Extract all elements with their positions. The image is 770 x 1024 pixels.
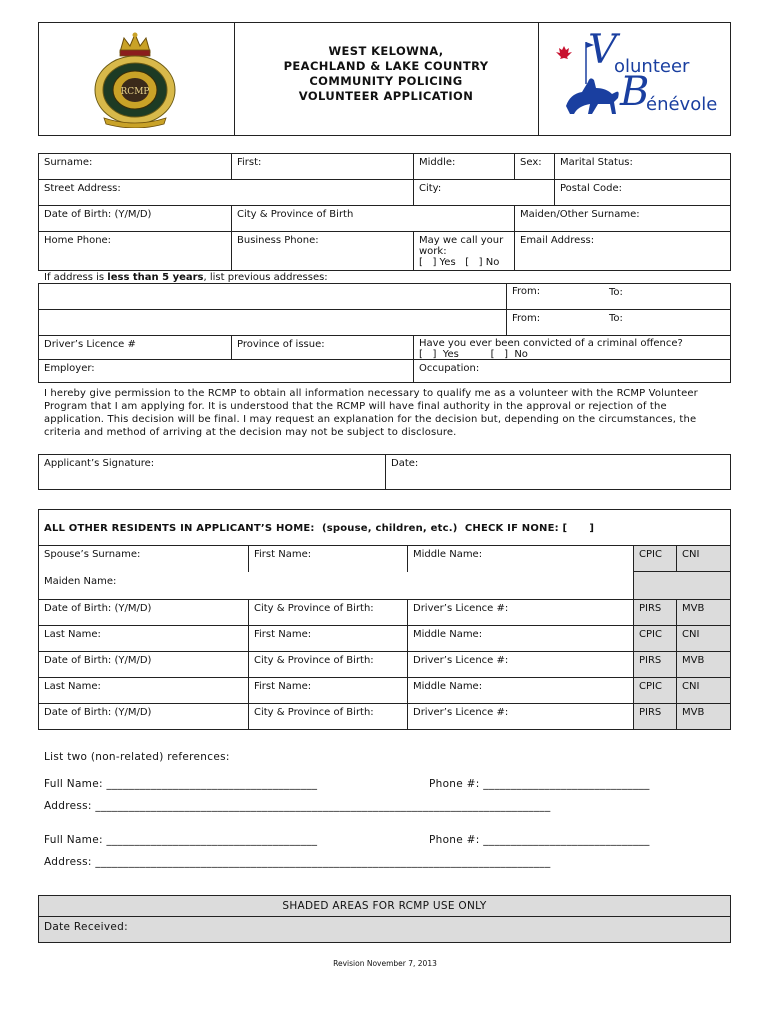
- mvb-label-2: MVB: [682, 655, 705, 666]
- res2-middle-label: Middle Name:: [413, 629, 483, 640]
- may-call-work-field[interactable]: [413, 231, 515, 271]
- title-line-1: WEST KELOWNA,: [328, 44, 444, 58]
- resident-3-middle-name-field[interactable]: [407, 677, 634, 704]
- date-received-label[interactable]: Date Received:: [44, 921, 128, 933]
- criminal-offence-field[interactable]: [413, 335, 731, 360]
- first-label: First:: [237, 157, 262, 168]
- employer-field[interactable]: [38, 359, 414, 383]
- city-birth-label: City & Province of Birth: [237, 209, 354, 220]
- reference-2-phone[interactable]: Phone #: ______________________________: [429, 834, 650, 846]
- resident-2-middle-name-field[interactable]: [407, 625, 634, 652]
- home-phone-field[interactable]: [38, 231, 232, 271]
- svg-text:RCMP: RCMP: [120, 87, 150, 97]
- city-of-birth-field[interactable]: [231, 205, 515, 232]
- header-divider-right: [538, 22, 539, 136]
- res3-dob-label: Date of Birth: (Y/M/D): [44, 707, 152, 718]
- prev-2-divider: [506, 309, 507, 336]
- surname-field[interactable]: [38, 153, 232, 180]
- marital-status-field[interactable]: [554, 153, 731, 180]
- middle-name-field[interactable]: [413, 153, 515, 180]
- mvb-label-3: MVB: [682, 707, 705, 718]
- cni-label-1: CNI: [682, 549, 700, 560]
- prev-2-from: From:: [512, 313, 541, 324]
- res3-first-label: First Name:: [254, 681, 312, 692]
- res1-dob-label: Date of Birth: (Y/M/D): [44, 603, 152, 614]
- form-title: [236, 44, 536, 104]
- drivers-licence-field[interactable]: [38, 335, 232, 360]
- res3-middle-label: Middle Name:: [413, 681, 483, 692]
- prev-1-to: To:: [609, 287, 623, 298]
- res2-first-label: First Name:: [254, 629, 312, 640]
- previous-address-1[interactable]: [38, 283, 731, 310]
- postal-code-field[interactable]: [554, 179, 731, 206]
- prev-addr-post: , list previous addresses:: [203, 272, 328, 283]
- cni-label-2: CNI: [682, 629, 700, 640]
- pirs-cell-3: [633, 703, 677, 730]
- reference-2-full-name[interactable]: Full Name: ______________________________________: [44, 834, 318, 846]
- pirs-cell-1: [633, 599, 677, 626]
- resident-1-dob-field[interactable]: [38, 599, 249, 626]
- reference-2-address[interactable]: Address: __________________________________________________________________________________: [44, 856, 551, 868]
- res2-licence-label: Driver’s Licence #:: [413, 655, 509, 666]
- title-line-4: VOLUNTEER APPLICATION: [298, 89, 474, 103]
- cpic-cell-3: [633, 677, 677, 704]
- may-call-line-2: work:: [419, 246, 447, 257]
- mvb-cell-1: [676, 599, 731, 626]
- logo-benevole-text: énévole: [646, 94, 718, 115]
- convicted-question: Have you ever been convicted of a criminal offence?: [419, 338, 683, 349]
- mvb-cell-3: [676, 703, 731, 730]
- resident-2-licence-field[interactable]: [407, 651, 634, 678]
- res2-last-label: Last Name:: [44, 629, 101, 640]
- convicted-checkboxes[interactable]: [ ] Yes [ ] No: [419, 349, 528, 360]
- cni-cell-3: [676, 677, 731, 704]
- resident-1-licence-field[interactable]: [407, 599, 634, 626]
- city-label: City:: [419, 183, 442, 194]
- sex-label: Sex:: [520, 157, 542, 168]
- previous-address-2[interactable]: [38, 309, 731, 336]
- applicant-signature-field[interactable]: [38, 454, 386, 490]
- resident-2-last-name-field[interactable]: [38, 625, 249, 652]
- shade-maiden-row: [633, 571, 731, 600]
- res3-last-label: Last Name:: [44, 681, 101, 692]
- province-label: Province of issue:: [237, 339, 325, 350]
- pirs-label-2: PIRS: [639, 655, 662, 666]
- volunteer-benevole-logo: [556, 27, 718, 126]
- maiden-label: Maiden/Other Surname:: [520, 209, 640, 220]
- cpic-cell-2: [633, 625, 677, 652]
- maiden-name-label: Maiden Name:: [44, 576, 117, 587]
- cpic-label-1: CPIC: [639, 549, 662, 560]
- sex-field[interactable]: [514, 153, 555, 180]
- res1-licence-label: Driver’s Licence #:: [413, 603, 509, 614]
- dob-label: Date of Birth: (Y/M/D): [44, 209, 152, 220]
- residents-heading: ALL OTHER RESIDENTS IN APPLICANT’S HOME: (spouse, children, etc.) CHECK IF NONE: [ ]: [44, 523, 595, 534]
- cpic-label-2: CPIC: [639, 629, 662, 640]
- date-of-birth-field[interactable]: [38, 205, 232, 232]
- resident-2-dob-field[interactable]: [38, 651, 249, 678]
- logo-b-letter: B: [620, 69, 650, 115]
- title-line-2: PEACHLAND & LAKE COUNTRY: [283, 59, 489, 73]
- res3-city-label: City & Province of Birth:: [254, 707, 374, 718]
- employer-label: Employer:: [44, 363, 95, 374]
- resident-1-city-birth-field[interactable]: [248, 599, 408, 626]
- prev-addr-bold: less than 5 years: [107, 272, 204, 283]
- business-phone-field[interactable]: [231, 231, 414, 271]
- cni-label-3: CNI: [682, 681, 700, 692]
- cpic-label-3: CPIC: [639, 681, 662, 692]
- rcmp-use-title: SHADED AREAS FOR RCMP USE ONLY: [282, 900, 487, 912]
- first-name-field[interactable]: [231, 153, 414, 180]
- middle-label: Middle:: [419, 157, 456, 168]
- business-phone-label: Business Phone:: [237, 235, 319, 246]
- res1-city-label: City & Province of Birth:: [254, 603, 374, 614]
- resident-3-licence-field[interactable]: [407, 703, 634, 730]
- resident-3-first-name-field[interactable]: [248, 677, 408, 704]
- street-address-field[interactable]: [38, 179, 414, 206]
- marital-label: Marital Status:: [560, 157, 633, 168]
- previous-address-note: [44, 272, 328, 283]
- logo-v-letter: V: [588, 27, 617, 73]
- resident-3-dob-field[interactable]: [38, 703, 249, 730]
- occupation-label: Occupation:: [419, 363, 480, 374]
- may-call-line-1: May we call your: [419, 235, 504, 246]
- city-field[interactable]: [413, 179, 555, 206]
- mvb-cell-2: [676, 651, 731, 678]
- spouse-first-name-field[interactable]: [248, 545, 408, 572]
- reference-1-phone[interactable]: Phone #: ______________________________: [429, 778, 650, 790]
- maiden-name-field[interactable]: [38, 571, 634, 600]
- header-divider-left: [234, 22, 235, 136]
- postal-label: Postal Code:: [560, 183, 622, 194]
- spouse-middle-label: Middle Name:: [413, 549, 483, 560]
- prev-1-from: [506, 283, 606, 303]
- revision-footer: Revision November 7, 2013: [333, 959, 437, 968]
- street-label: Street Address:: [44, 183, 121, 194]
- cni-cell-1: [676, 545, 731, 572]
- email-address-field[interactable]: [514, 231, 731, 271]
- province-of-issue-field[interactable]: [231, 335, 414, 360]
- prev-addr-pre: If address is: [44, 272, 108, 283]
- pirs-label-3: PIRS: [639, 707, 662, 718]
- references-heading: List two (non-related) references:: [44, 751, 230, 763]
- prev-1-divider: [506, 283, 507, 310]
- signature-label: Applicant’s Signature:: [44, 458, 155, 469]
- maiden-surname-field[interactable]: [514, 205, 731, 232]
- surname-label: Surname:: [44, 157, 93, 168]
- resident-3-city-birth-field[interactable]: [248, 703, 408, 730]
- occupation-field[interactable]: [413, 359, 731, 383]
- permission-paragraph: I hereby give permission to the RCMP to obtain all information necessary to qualify me as a volunteer with the RCMP Volunteer Program that I am applying for. It is understood that the RCMP will have final authority in the approval or rejection of the application. This decision will be final. I may request an explanation for the decision but, depending on the circumstances, the criteria and method of arriving at the decision may not be subject to disclosure.: [44, 388, 698, 438]
- rcmp-use-divider: [38, 916, 731, 917]
- pirs-cell-2: [633, 651, 677, 678]
- email-label: Email Address:: [520, 235, 595, 246]
- signature-date-field[interactable]: [385, 454, 731, 490]
- spouse-middle-name-field[interactable]: [407, 545, 634, 572]
- reference-1-address[interactable]: Address: __________________________________________________________________________________: [44, 800, 551, 812]
- resident-3-last-name-field[interactable]: [38, 677, 249, 704]
- from-label-1: From:: [512, 286, 541, 297]
- reference-1-full-name[interactable]: Full Name: ______________________________________: [44, 778, 318, 790]
- spouse-surname-label: Spouse’s Surname:: [44, 549, 141, 560]
- rcmp-crest-logo: [86, 30, 184, 128]
- res2-dob-label: Date of Birth: (Y/M/D): [44, 655, 152, 666]
- title-line-3: COMMUNITY POLICING: [309, 74, 463, 88]
- home-phone-label: Home Phone:: [44, 235, 112, 246]
- cpic-cell-1: [633, 545, 677, 572]
- resident-2-first-name-field[interactable]: [248, 625, 408, 652]
- res3-licence-label: Driver’s Licence #:: [413, 707, 509, 718]
- mvb-label-1: MVB: [682, 603, 705, 614]
- resident-2-city-birth-field[interactable]: [248, 651, 408, 678]
- res2-city-label: City & Province of Birth:: [254, 655, 374, 666]
- licence-label: Driver’s Licence #: [44, 339, 136, 350]
- may-call-checkboxes[interactable]: [ ] Yes [ ] No: [419, 257, 500, 268]
- pirs-label-1: PIRS: [639, 603, 662, 614]
- logo-volunteer-text: olunteer: [614, 56, 690, 77]
- signature-date-label: Date:: [391, 458, 419, 469]
- prev-2-to: To:: [609, 313, 623, 324]
- crest-icon: [86, 30, 184, 128]
- spouse-surname-field[interactable]: [38, 545, 249, 572]
- spouse-first-label: First Name:: [254, 549, 312, 560]
- cni-cell-2: [676, 625, 731, 652]
